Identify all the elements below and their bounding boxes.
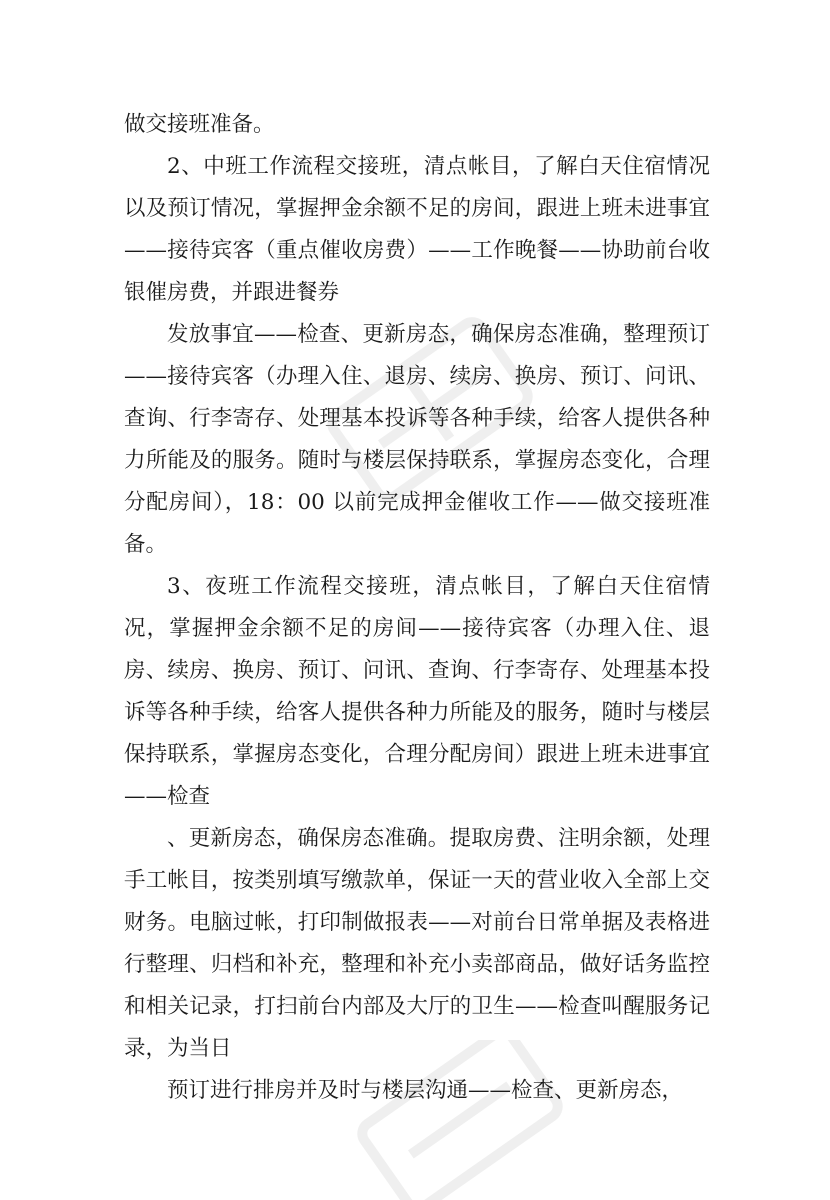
paragraph: 做交接班准备。	[124, 112, 275, 137]
paragraph: 、更新房态，确保房态准确。提取房费、注明余额，处理手工帐目，按类别填写缴款单，保证一天的营业收入全部上交财务。电脑过帐，打印制做报表——对前台日常单据及表格进行整理、归档和补充，整理和补充小卖部商品，做好话务监控和相关记录，打扫前台内部及大厅的卫生——检查叫醒服务记录，为当日	[124, 826, 710, 1061]
paragraph: 发放事宜——检查、更新房态，确保房态准确，整理预订——接待宾客（办理入住、退房、续房、换房、预订、问讯、查询、行李寄存、处理基本投诉等各种手续，给客人提供各种力所能及的服务。随时与楼层保持联系，掌握房态变化，合理分配房间），18：00 以前完成押金催收工作——做交接班准备。	[124, 322, 710, 557]
paragraph: 2、中班工作流程交接班，清点帐目，了解白天住宿情况以及预订情况，掌握押金余额不足的房间，跟进上班未进事宜——接待宾客（重点催收房费）——工作晚餐——协助前台收银催房费，并跟进餐券	[124, 154, 710, 305]
paragraph: 3、夜班工作流程交接班，清点帐目，了解白天住宿情况，掌握押金余额不足的房间——接待宾客（办理入住、退房、续房、换房、预订、问讯、查询、行李寄存、处理基本投诉等各种手续，给客人提供各种力所能及的服务，随时与楼层保持联系，掌握房态变化，合理分配房间）跟进上班未进事宜——检查	[124, 574, 710, 809]
document-body	[124, 104, 710, 1112]
paragraph: 预订进行排房并及时与楼层沟通——检查、更新房态，	[167, 1078, 684, 1103]
